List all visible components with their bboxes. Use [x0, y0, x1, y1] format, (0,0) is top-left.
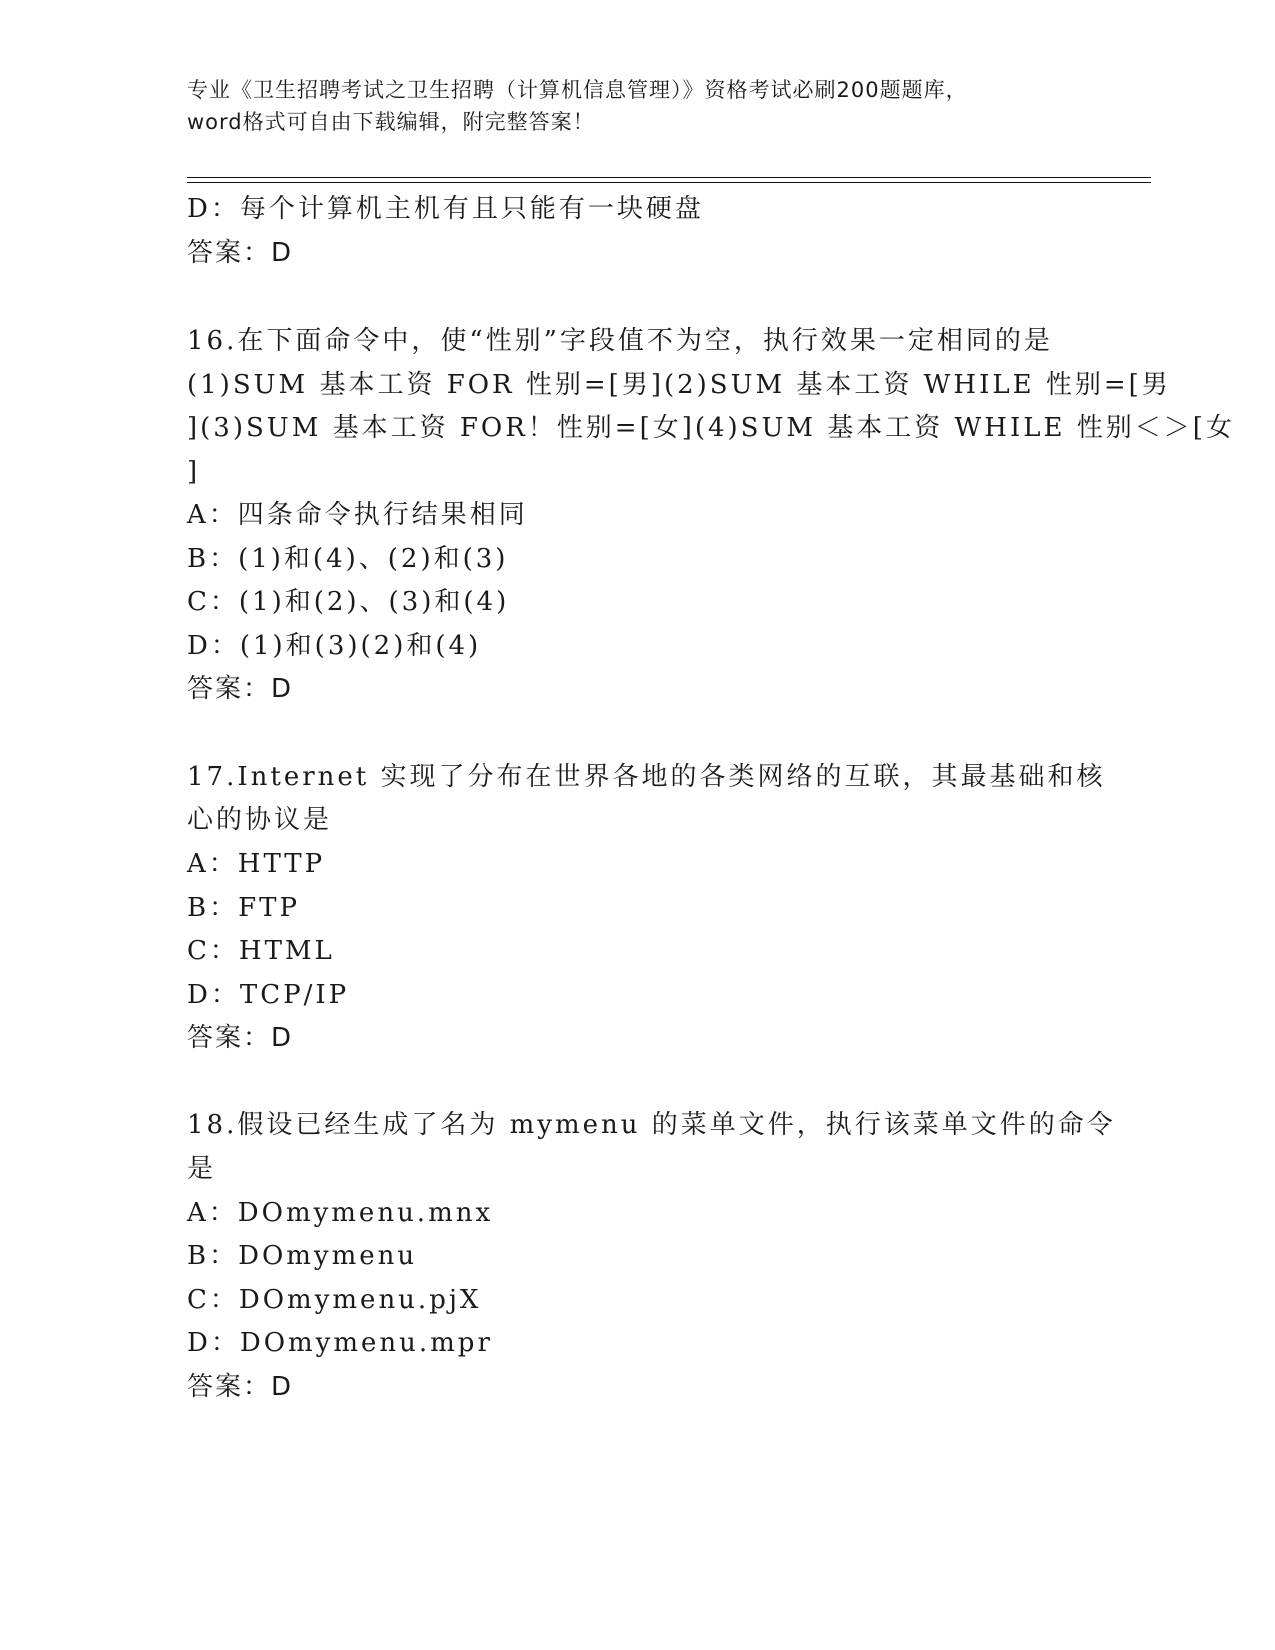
document-header — [187, 74, 1087, 138]
q15-answer: 答案：D — [187, 238, 294, 268]
header-title-line2: word格式可自由下载编辑，附完整答案！ — [187, 110, 595, 134]
q18-option-a: A：DOmymenu.mnx — [187, 1198, 494, 1228]
q16-option-b: B：(1)和(4)、(2)和(3) — [187, 544, 509, 574]
q16-stem-line-2: (1)SUM 基本工资 FOR 性别=[男](2)SUM 基本工资 WHILE 性别=[男 — [187, 370, 1171, 400]
header-title-line1: 专业《卫生招聘考试之卫生招聘（计算机信息管理）》资格考试必刷200题题库， — [187, 78, 968, 102]
q18-stem-line-2: 是 — [187, 1154, 217, 1184]
q18-stem-line-1: 18.假设已经生成了名为 mymenu 的菜单文件，执行该菜单文件的命令 — [187, 1110, 1116, 1140]
q16-answer: 答案：D — [187, 674, 294, 704]
q18-option-b: B：DOmymenu — [187, 1241, 418, 1271]
header-divider-top — [187, 177, 1151, 178]
q15-option-d: D：每个计算机主机有且只能有一块硬盘 — [187, 194, 704, 224]
q16-stem-line-4: ] — [187, 457, 201, 487]
q16-stem-line-1: 16.在下面命令中，使“性别”字段值不为空，执行效果一定相同的是 — [187, 326, 1053, 356]
q17-option-b: B：FTP — [187, 893, 300, 923]
q17-answer: 答案：D — [187, 1023, 294, 1053]
q17-option-d: D：TCP/IP — [187, 980, 350, 1010]
q18-option-c: C：DOmymenu.pjX — [187, 1285, 482, 1315]
q18-answer: 答案：D — [187, 1372, 294, 1402]
q17-stem-line-1: 17.Internet 实现了分布在世界各地的各类网络的互联，其最基础和核 — [187, 762, 1106, 792]
q18-option-d: D：DOmymenu.mpr — [187, 1328, 493, 1358]
q16-option-c: C：(1)和(2)、(3)和(4) — [187, 587, 510, 617]
q16-stem-line-3: ](3)SUM 基本工资 FOR！性别=[女](4)SUM 基本工资 WHILE 性别＜＞[女 — [187, 413, 1235, 443]
q17-option-a: A：HTTP — [187, 849, 326, 879]
q17-option-c: C：HTML — [187, 936, 335, 966]
q17-stem-line-2: 心的协议是 — [187, 805, 333, 835]
q16-option-a: A：四条命令执行结果相同 — [187, 500, 528, 530]
header-divider-bottom — [187, 182, 1151, 183]
q16-option-d: D：(1)和(3)(2)和(4) — [187, 631, 482, 661]
